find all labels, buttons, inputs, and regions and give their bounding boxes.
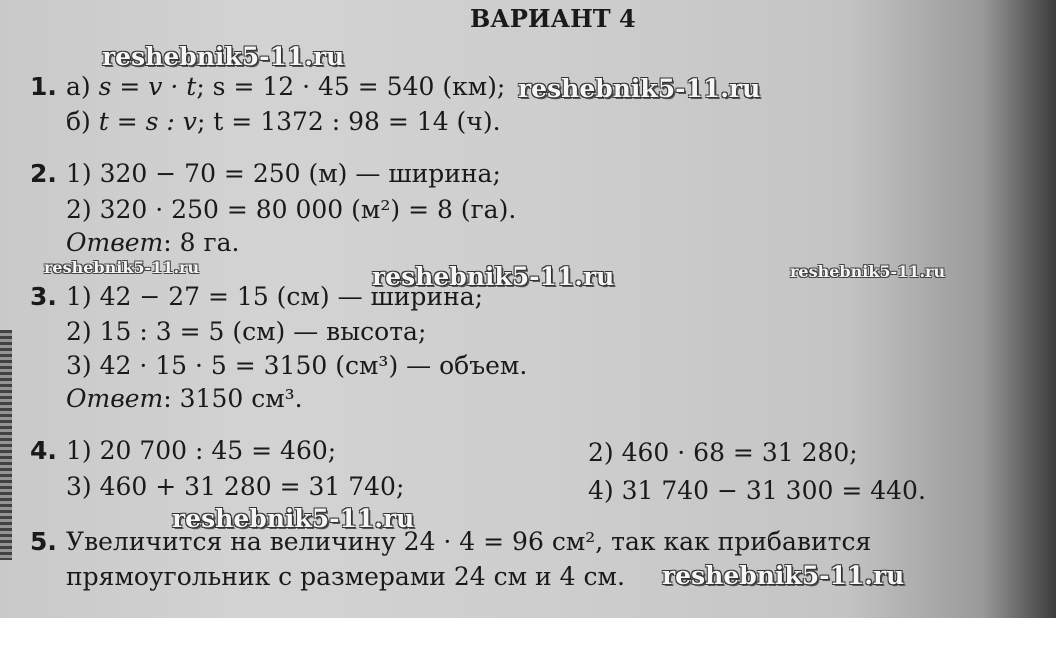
task3-step1: 1) 42 − 27 = 15 (см) — ширина;	[66, 282, 484, 311]
calc: ; t = 1372 : 98 = 14 (ч).	[196, 107, 501, 136]
watermark: reshebnik5-11.ru	[790, 262, 946, 281]
task-number: 4.	[30, 436, 57, 465]
calc: ; s = 12 · 45 = 540 (км);	[196, 72, 506, 101]
task-number: 2.	[30, 159, 57, 188]
answer-label: Ответ	[66, 384, 164, 413]
task5-line1: Увеличится на величину 24 · 4 = 96 см², так как прибавится	[66, 527, 872, 556]
task1-line-a	[66, 72, 505, 102]
formula: t = s : v	[98, 107, 197, 136]
task1-line-b	[66, 107, 501, 137]
task3-step3: 3) 42 · 15 · 5 = 3150 (см³) — объем.	[66, 351, 528, 380]
watermark: reshebnik5-11.ru	[172, 504, 415, 533]
watermark: reshebnik5-11.ru	[662, 561, 905, 590]
watermark: reshebnik5-11.ru	[518, 74, 761, 103]
label: а)	[66, 72, 91, 101]
task4-step2: 2) 460 · 68 = 31 280;	[588, 438, 858, 467]
watermark: reshebnik5-11.ru	[44, 258, 200, 277]
task3-step2: 2) 15 : 3 = 5 (см) — высота;	[66, 317, 427, 346]
watermark: reshebnik5-11.ru	[372, 262, 615, 291]
page-title: ВАРИАНТ 4	[470, 4, 636, 33]
task4-step4: 4) 31 740 − 31 300 = 440.	[588, 476, 926, 505]
watermark: reshebnik5-11.ru	[102, 42, 345, 71]
answer-value: : 8 га.	[163, 228, 240, 257]
task5-line2: прямоугольник с размерами 24 см и 4 см.	[66, 562, 625, 591]
label: б)	[66, 107, 91, 136]
task-number: 5.	[30, 527, 57, 556]
task4-step1: 1) 20 700 : 45 = 460;	[66, 436, 337, 465]
task2-answer	[66, 228, 239, 258]
task3-answer	[66, 384, 303, 414]
task2-step1: 1) 320 − 70 = 250 (м) — ширина;	[66, 159, 501, 188]
task-number: 1.	[30, 72, 57, 101]
binding-edge	[0, 330, 12, 560]
task4-step3: 3) 460 + 31 280 = 31 740;	[66, 472, 405, 501]
answer-value: : 3150 см³.	[163, 384, 303, 413]
task-number: 3.	[30, 282, 57, 311]
formula: s = v · t	[98, 72, 197, 101]
answer-label: Ответ	[66, 228, 164, 257]
task2-step2: 2) 320 · 250 = 80 000 (м²) = 8 (га).	[66, 195, 517, 224]
